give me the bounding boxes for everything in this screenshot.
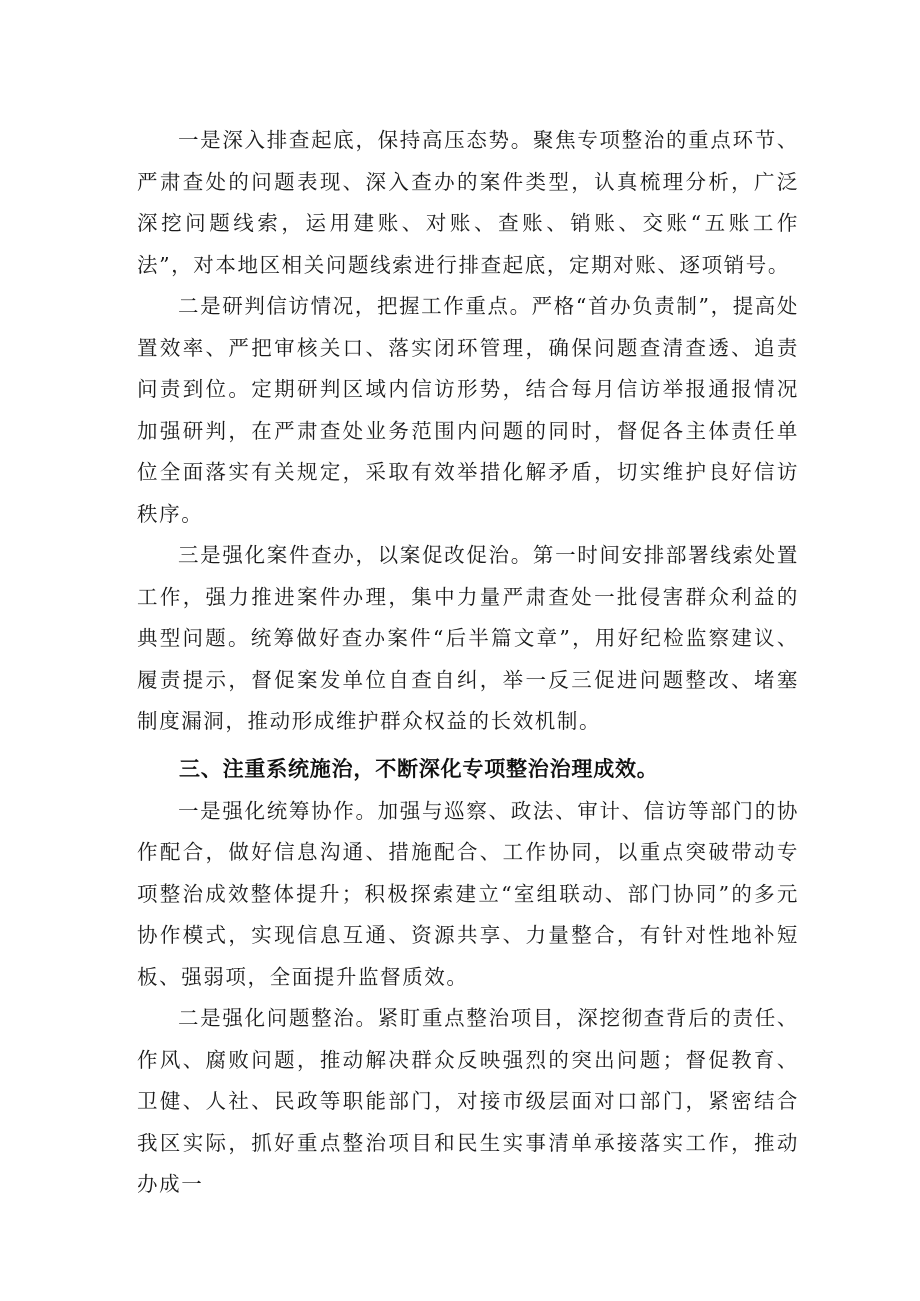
paragraph-problem-rectification: 二是强化问题整治。紧盯重点整治项目，深挖彻查背后的责任、作风、腐败问题，推动解决群众反映强烈的突出问题；督促教育、卫健、人社、民政等职能部门，对接市级层面对口部门，紧密结合我区实际，抓好重点整治项目和民生实事清单承接落实工作，推动办成一 (137, 1006, 799, 1196)
paragraph-petition-analysis: 二是研判信访情况，把握工作重点。严格“首办负责制”，提高处置效率、严把审核关口、落实闭环管理，确保问题查清查透、追责问责到位。定期研判区域内信访形势，结合每月信访举报通报情况加强研判，在严肃查处业务范围内问题的同时，督促各主体责任单位全面落实有关规定，采取有效举措化解矛盾，切实维护良好信访秩序。 (137, 294, 799, 526)
document-body (137, 120, 799, 1206)
paragraph-case-handling: 三是强化案件查办，以案促改促治。第一时间安排部署线索处置工作，强力推进案件办理，集中力量严肃查处一批侵害群众利益的典型问题。统筹做好查办案件“后半篇文章”，用好纪检监察建议、履责提示，督促案发单位自查自纠，举一反三促进问题整改、堵塞制度漏洞，推动形成维护群众权益的长效机制。 (137, 543, 799, 733)
paragraph-coordination: 一是强化统筹协作。加强与巡察、政法、审计、信访等部门的协作配合，做好信息沟通、措施配合、工作协同，以重点突破带动专项整治成效整体提升；积极探索建立“室组联动、部门协同”的多元协作模式，实现信息互通、资源共享、力量整合，有针对性地补短板、强弱项，全面提升监督质效。 (137, 798, 799, 989)
paragraph-investigate-clues: 一是深入排查起底，保持高压态势。聚焦专项整治的重点环节、严肃查处的问题表现、深入查办的案件类型，认真梳理分析，广泛深挖问题线索，运用建账、对账、查账、销账、交账“五账工作法”，对本地区相关问题线索进行排查起底，定期对账、逐项销号。 (137, 128, 799, 277)
section-heading-three: 三、注重系统施治，不断深化专项整治治理成效。 (179, 756, 659, 781)
